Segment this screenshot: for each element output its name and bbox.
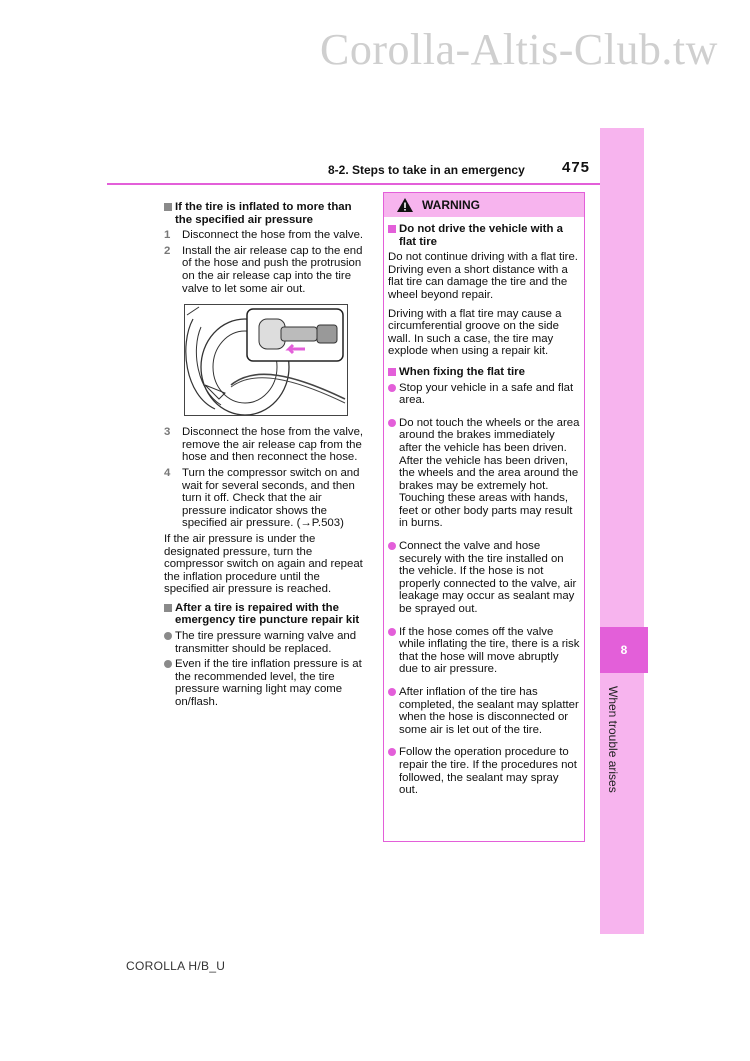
warning-header: WARNING: [384, 193, 584, 217]
square-bullet-icon: [164, 203, 172, 211]
bullet-icon: [388, 688, 396, 696]
warning-triangle-icon: [396, 197, 414, 213]
section-heading: After a tire is repaired with the emergency tire puncture repair kit: [164, 602, 366, 627]
list-item: Even if the tire inflation pressure is at the recommended level, the tire pressure warning light may come on/flash.: [164, 658, 366, 708]
square-bullet-icon: [388, 225, 396, 233]
warning-body: [384, 217, 584, 797]
list-item: Connect the valve and hose securely with the tire installed on the vehicle. If the hose is not properly connected to the valve, air leakage may occur as sealant may be sprayed out.: [388, 540, 580, 616]
list-item: Stop your vehicle in a safe and flat area.: [388, 382, 580, 407]
body-paragraph: If the air pressure is under the designated pressure, turn the compressor switch on again and repeat the inflation procedure until the specified air pressure is reached.: [164, 532, 363, 596]
list-item: Do not touch the wheels or the area around the brakes immediately after the vehicle has been driven. After the vehicle has been driven, the wheels and the area around the brakes may be extremely hot. Touching these areas with hands, feet or other body parts may result in burns.: [388, 417, 580, 530]
footer-model: COROLLA H/B_U: [126, 959, 226, 973]
list-item: If the hose comes off the valve while inflating the tire, there is a risk that the hose will move abruptly due to air pressure.: [388, 626, 580, 676]
list-item: The tire pressure warning valve and transmitter should be replaced.: [164, 630, 366, 655]
warning-box: [383, 192, 585, 842]
square-bullet-icon: [164, 604, 172, 612]
bullet-icon: [164, 660, 172, 668]
bullet-icon: [388, 628, 396, 636]
step-item: 1 Disconnect the hose from the valve.: [164, 229, 364, 242]
section-title: 8-2. Steps to take in an emergency: [328, 163, 525, 177]
step-item: 4 Turn the compressor switch on and wait for several seconds, and then turn it off. Check that the air pressure indicator shows the specified air pressure. (→P.503): [164, 466, 360, 530]
list-item: Follow the operation procedure to repair the tire. If the procedures not followed, the sealant may spray out.: [388, 746, 580, 796]
step-item: 3 Disconnect the hose from the valve, remove the air release cap from the hose and then reconnect the hose.: [164, 426, 364, 464]
bullet-icon: [164, 632, 172, 640]
section-heading: If the tire is inflated to more than the specified air pressure: [164, 201, 366, 226]
bullet-icon: [388, 419, 396, 427]
warning-paragraph: Do not continue driving with a flat tire. Driving even a short distance with a flat tire can damage the tire and the wheel beyond repair.: [388, 251, 578, 301]
side-tab: [600, 128, 644, 934]
tire-valve-illustration: [184, 304, 348, 416]
list-item: After inflation of the tire has completed, the sealant may splatter when the hose is disconnected or some air is let out of the tire.: [388, 686, 580, 736]
chapter-number-tab[interactable]: 8: [600, 627, 648, 673]
watermark: Corolla-Altis-Club.tw: [320, 25, 718, 74]
warning-subheading: Do not drive the vehicle with a flat tire: [388, 223, 580, 248]
bullet-icon: [388, 542, 396, 550]
chapter-label: When trouble arises: [606, 686, 620, 793]
bullet-icon: [388, 748, 396, 756]
header-divider: [107, 183, 600, 185]
tire-valve-icon: [185, 305, 347, 415]
square-bullet-icon: [388, 368, 396, 376]
left-column: [164, 201, 366, 712]
bullet-icon: [388, 384, 396, 392]
step-item: 2 Install the air release cap to the end of the hose and push the protrusion on the air release cap into the tire valve to let some air out.: [164, 244, 363, 295]
warning-subheading: When fixing the flat tire: [388, 366, 580, 379]
page-number: 475: [562, 159, 591, 176]
warning-paragraph: Driving with a flat tire may cause a circumferential groove on the side wall. In such a case, the tire may explode when using a repair kit.: [388, 307, 562, 358]
